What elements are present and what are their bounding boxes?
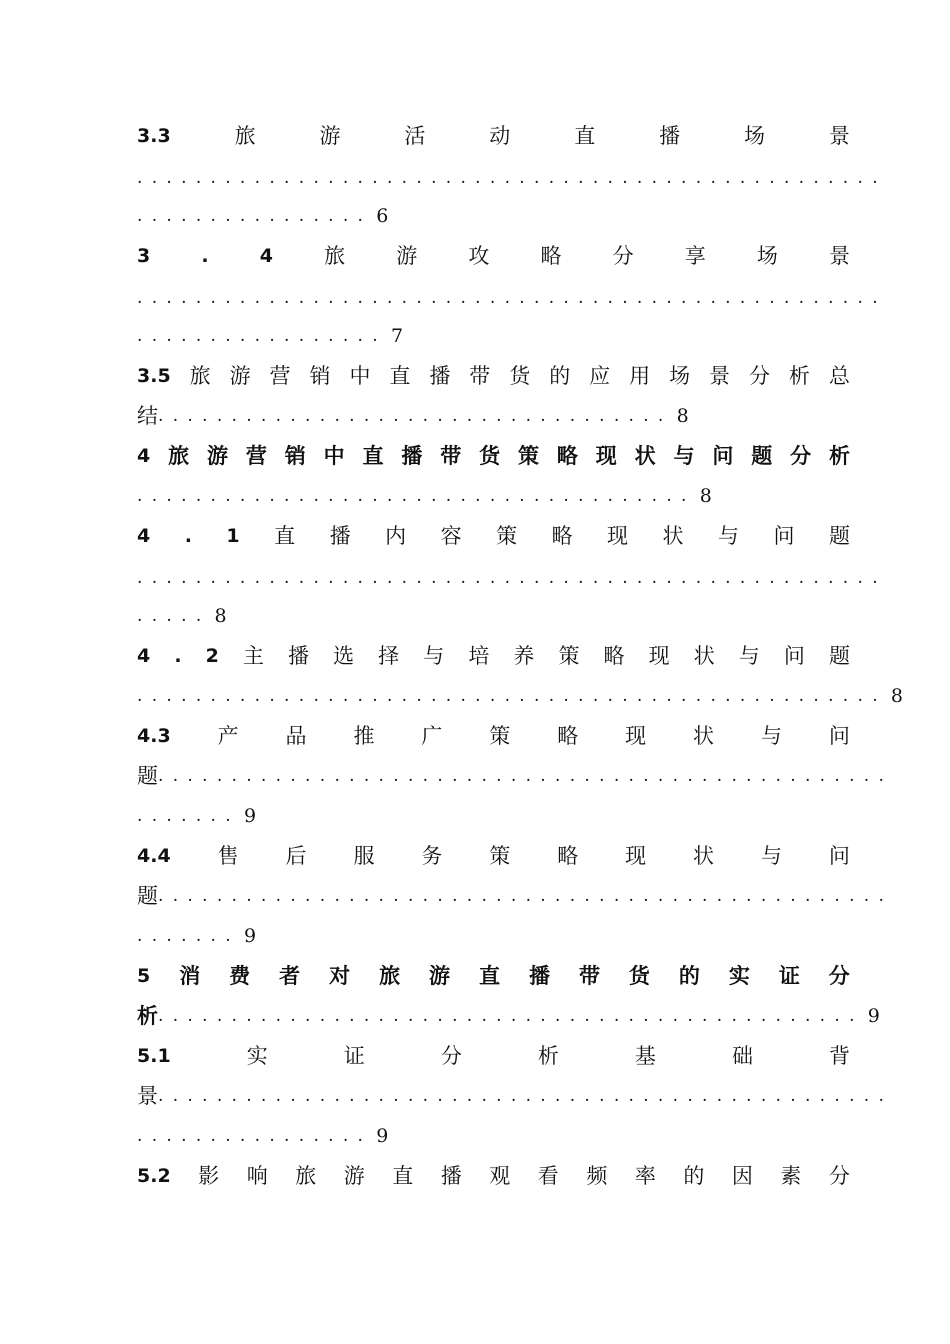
- page-number: 8: [890, 685, 903, 707]
- page-number: 9: [243, 805, 257, 827]
- section-number: 2: [205, 645, 219, 667]
- page-number: 9: [376, 1125, 389, 1147]
- title-char: 带: [469, 364, 491, 388]
- title-char: 略: [556, 444, 578, 468]
- toc-entry-4-1-title[interactable]: [137, 516, 850, 556]
- toc-leader-line: [137, 1076, 894, 1116]
- dot-leader: ...................................................: [137, 168, 887, 188]
- title-char: 策: [489, 844, 511, 868]
- title-char: 分: [828, 964, 850, 988]
- section-number: .: [184, 525, 192, 547]
- title-char: 分: [828, 1164, 850, 1188]
- title-char: 础: [731, 1044, 753, 1068]
- toc-leader-line: [137, 156, 887, 196]
- title-char: 消: [179, 964, 201, 988]
- title-char: 总: [828, 364, 850, 388]
- title-char: 货: [628, 964, 650, 988]
- title-char: 策: [517, 444, 539, 468]
- title-char: 播: [528, 964, 550, 988]
- toc-entry-3-3-title[interactable]: [137, 116, 850, 156]
- title-char: 问: [712, 444, 734, 468]
- toc-entry-4-title[interactable]: [137, 436, 850, 476]
- title-char: 营: [269, 364, 291, 388]
- section-number: 5.1: [137, 1045, 171, 1067]
- toc-entry-4-4-title[interactable]: [137, 836, 850, 876]
- title-char: 动: [489, 124, 511, 148]
- page-number: 8: [676, 405, 689, 427]
- title-char: 游: [206, 444, 228, 468]
- title-char: 主: [242, 644, 264, 668]
- title-char: 费: [229, 964, 251, 988]
- title-char: 现: [625, 724, 647, 748]
- title-char: 对: [329, 964, 351, 988]
- title-char: 析: [537, 1044, 559, 1068]
- title-char: 攻: [468, 244, 490, 268]
- title-char: 旅: [189, 364, 211, 388]
- title-char: 分: [748, 364, 770, 388]
- title-continuation: 题: [137, 764, 158, 788]
- title-char: 旅: [234, 124, 256, 148]
- toc-leader-line: [137, 756, 894, 796]
- section-number: 4.4: [137, 845, 171, 867]
- title-char: 播: [401, 444, 423, 468]
- page-number: 7: [390, 325, 404, 347]
- title-char: 游: [343, 1164, 365, 1188]
- title-continuation: 结: [137, 404, 158, 428]
- title-char: 与: [423, 644, 445, 668]
- dot-leader: ................: [137, 1126, 373, 1146]
- title-char: 广: [421, 724, 443, 748]
- title-char: 场: [669, 364, 691, 388]
- title-char: 后: [285, 844, 307, 868]
- title-char: 景: [828, 244, 850, 268]
- dot-leader: ...................................: [158, 406, 673, 426]
- toc-leader-line: [137, 796, 850, 836]
- title-char: 背: [829, 1044, 850, 1068]
- title-char: 问: [828, 844, 850, 868]
- title-char: 题: [828, 524, 850, 548]
- title-char: 播: [659, 124, 681, 148]
- toc-leader-line: [137, 596, 850, 636]
- title-char: 选: [333, 644, 355, 668]
- dot-leader: ..................................................: [158, 1086, 894, 1106]
- title-char: 享: [684, 244, 706, 268]
- toc-leader-line: [137, 316, 850, 356]
- toc-entry-4-3-title[interactable]: [137, 716, 850, 756]
- title-char: 择: [378, 644, 400, 668]
- title-char: 直: [362, 444, 384, 468]
- title-char: 分: [440, 1044, 462, 1068]
- title-char: 品: [285, 724, 307, 748]
- page-number: 8: [214, 605, 227, 627]
- dot-leader: .................: [137, 326, 387, 346]
- title-char: 容: [440, 524, 462, 548]
- title-char: 与: [673, 444, 695, 468]
- title-char: 景: [709, 364, 731, 388]
- title-char: 题: [751, 444, 773, 468]
- title-char: 分: [790, 444, 812, 468]
- title-char: 率: [634, 1164, 656, 1188]
- toc-leader-line: [137, 1116, 850, 1156]
- title-char: 者: [279, 964, 301, 988]
- title-char: 略: [551, 524, 573, 548]
- title-char: 与: [718, 524, 740, 548]
- title-char: 直: [274, 524, 296, 548]
- section-number: 4: [137, 525, 151, 547]
- title-char: 播: [429, 364, 451, 388]
- title-char: 用: [629, 364, 651, 388]
- title-char: 货: [509, 364, 531, 388]
- title-char: 略: [557, 844, 579, 868]
- dot-leader: ...................................................: [137, 288, 887, 308]
- title-char: 析: [828, 444, 850, 468]
- title-char: 带: [440, 444, 462, 468]
- section-number: 4: [259, 245, 273, 267]
- title-char: 直: [574, 124, 596, 148]
- toc-leader-line: [137, 676, 903, 716]
- dot-leader: ...................................................: [137, 568, 887, 588]
- title-char: 状: [693, 844, 715, 868]
- title-char: 问: [783, 644, 805, 668]
- page-number: 9: [243, 925, 257, 947]
- title-char: 析: [788, 364, 810, 388]
- toc-leader-line: [137, 396, 850, 436]
- title-char: 播: [329, 524, 351, 548]
- dot-leader: ..................................................: [158, 766, 894, 786]
- title-char: 售: [217, 844, 239, 868]
- title-char: 销: [309, 364, 331, 388]
- title-char: 直: [389, 364, 411, 388]
- title-char: 播: [440, 1164, 462, 1188]
- title-char: 游: [229, 364, 251, 388]
- title-char: 务: [421, 844, 443, 868]
- dot-leader: ................: [137, 206, 373, 226]
- title-char: 状: [662, 524, 684, 548]
- title-char: 推: [353, 724, 375, 748]
- toc-entry-4-2-title[interactable]: [137, 636, 850, 676]
- title-char: 与: [738, 644, 760, 668]
- dot-leader: ...................................................: [137, 686, 887, 706]
- title-char: 的: [683, 1164, 705, 1188]
- title-char: 播: [288, 644, 309, 668]
- title-continuation: 析: [137, 1004, 158, 1028]
- section-number: 3.3: [137, 125, 171, 147]
- title-char: 问: [773, 524, 795, 548]
- title-char: 旅: [168, 444, 190, 468]
- section-number: .: [174, 645, 182, 667]
- title-char: 现: [595, 444, 617, 468]
- title-char: 响: [246, 1164, 268, 1188]
- title-char: 频: [586, 1164, 608, 1188]
- title-char: 带: [578, 964, 600, 988]
- section-number: 4: [137, 445, 151, 467]
- title-char: 证: [343, 1044, 365, 1068]
- toc-entry-3-4-title[interactable]: [137, 236, 850, 276]
- title-char: 培: [468, 644, 490, 668]
- page-number: 9: [867, 1005, 880, 1027]
- dot-leader: .......: [137, 806, 240, 826]
- title-char: 游: [429, 964, 451, 988]
- toc-leader-line: [137, 196, 850, 236]
- toc-leader-line: [137, 476, 850, 516]
- title-char: 基: [634, 1044, 656, 1068]
- toc-leader-line: [137, 916, 850, 956]
- title-char: 状: [634, 444, 656, 468]
- title-char: 略: [540, 244, 562, 268]
- dot-leader: ..................................................: [158, 886, 894, 906]
- title-char: 营: [245, 444, 267, 468]
- title-char: 现: [625, 844, 647, 868]
- section-number: .: [201, 245, 209, 267]
- section-number: 5: [137, 965, 151, 987]
- toc-leader-line: [137, 556, 887, 596]
- section-number: 3: [137, 245, 151, 267]
- title-char: 活: [404, 124, 426, 148]
- title-char: 分: [612, 244, 634, 268]
- dot-leader: .......: [137, 926, 240, 946]
- toc-entry-5-2-title[interactable]: [137, 1156, 850, 1196]
- page-number: 8: [699, 485, 712, 507]
- toc-entry-5-1-title[interactable]: [137, 1036, 850, 1076]
- title-char: 题: [828, 644, 850, 668]
- title-char: 策: [558, 644, 580, 668]
- toc-entry-3-5-title[interactable]: [137, 356, 850, 396]
- title-char: 问: [828, 724, 850, 748]
- title-char: 的: [678, 964, 700, 988]
- title-char: 证: [778, 964, 800, 988]
- title-char: 观: [489, 1164, 511, 1188]
- dot-leader: ......................................: [137, 486, 696, 506]
- section-number: 3.5: [137, 365, 171, 387]
- toc-leader-line: [137, 996, 880, 1036]
- title-char: 场: [744, 124, 766, 148]
- title-char: 中: [323, 444, 345, 468]
- title-char: 服: [353, 844, 375, 868]
- title-char: 影: [198, 1164, 220, 1188]
- title-char: 略: [557, 724, 579, 748]
- title-char: 实: [246, 1044, 268, 1068]
- title-continuation: 景: [137, 1084, 158, 1108]
- toc-leader-line: [137, 876, 894, 916]
- title-char: 现: [648, 644, 670, 668]
- title-char: 货: [479, 444, 501, 468]
- page-number: 6: [376, 205, 389, 227]
- title-char: 游: [396, 244, 418, 268]
- title-char: 景: [828, 124, 850, 148]
- title-char: 应: [589, 364, 611, 388]
- dot-leader: .....: [137, 606, 211, 626]
- title-char: 直: [392, 1164, 414, 1188]
- title-char: 旅: [295, 1164, 317, 1188]
- title-char: 内: [385, 524, 407, 548]
- title-char: 销: [284, 444, 306, 468]
- title-char: 因: [731, 1164, 753, 1188]
- title-char: 旅: [324, 244, 346, 268]
- title-char: 现: [607, 524, 629, 548]
- section-number: 4: [137, 645, 151, 667]
- title-char: 的: [549, 364, 571, 388]
- title-char: 素: [780, 1164, 802, 1188]
- toc-leader-line: [137, 276, 887, 316]
- title-char: 与: [760, 724, 782, 748]
- title-char: 状: [693, 644, 715, 668]
- title-char: 状: [693, 724, 715, 748]
- title-continuation: 题: [137, 884, 158, 908]
- title-char: 策: [496, 524, 518, 548]
- title-char: 看: [537, 1164, 559, 1188]
- title-char: 略: [603, 644, 625, 668]
- title-char: 场: [756, 244, 778, 268]
- title-char: 与: [760, 844, 782, 868]
- section-number: 5.2: [137, 1165, 171, 1187]
- title-char: 游: [319, 124, 341, 148]
- toc-entry-5-title[interactable]: [137, 956, 850, 996]
- title-char: 直: [479, 964, 501, 988]
- title-char: 中: [349, 364, 371, 388]
- title-char: 产: [217, 724, 239, 748]
- title-char: 实: [728, 964, 750, 988]
- title-char: 旅: [379, 964, 401, 988]
- dot-leader: ................................................: [158, 1006, 864, 1026]
- section-number: 4.3: [137, 725, 171, 747]
- section-number: 1: [226, 525, 240, 547]
- title-char: 策: [489, 724, 511, 748]
- title-char: 养: [513, 644, 535, 668]
